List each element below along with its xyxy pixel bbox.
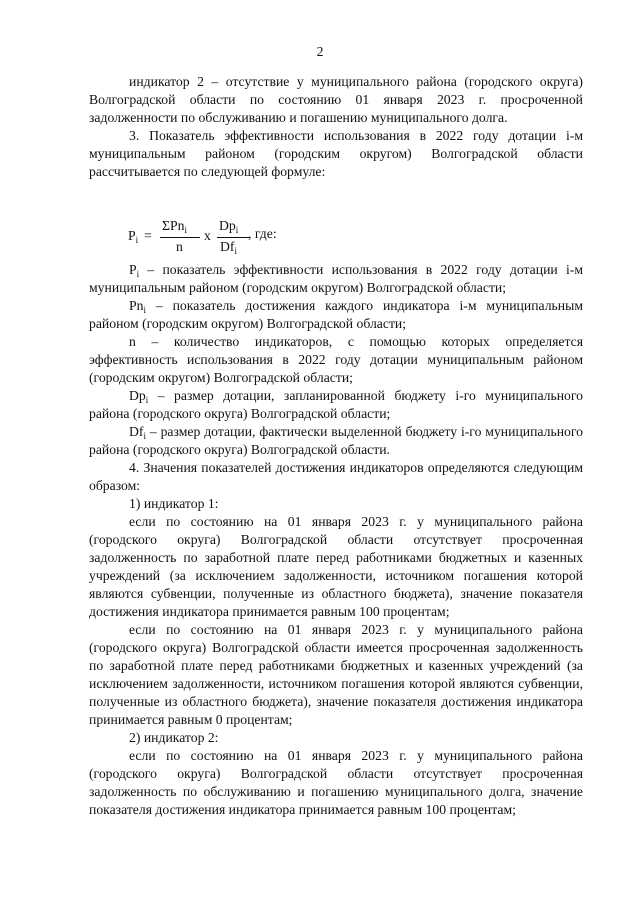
paragraph-4: 4. Значения показателей достижения индикаторов определяются следующим образом: [89,460,583,493]
intro-text [89,73,583,181]
definition-item: $Pn_i$ – показатель достижения каждого индикатора i-м муниципальным районом (городским округом) Волгоградской области; [89,298,583,331]
formula-equals: = [144,228,152,243]
formula-denominator-1: n [176,239,183,254]
formula-times: x [204,228,211,243]
indicator-1-title: 1) индикатор 1: [129,496,219,511]
indicator-2-title: 2) индикатор 2: [129,730,219,745]
formula-denominator-2: $Df_i$ [220,239,237,256]
fraction-bar-1 [160,237,200,238]
formula-lhs: $P_i$ [128,228,139,245]
paragraph-3: 3. Показатель эффективности использования в 2022 году дотации i-м муниципальным районом (городским округом) Волгоградской области рассчитывается по следующей формуле: [89,128,583,179]
formula-suffix: , где: [248,226,277,241]
definition-item: $Df_i$ – размер дотации, фактически выделенной бюджету i-го муниципального района (городского округа) Волгоградской области. [89,424,583,457]
fraction-bar-2 [217,237,249,238]
formula-numerator-1: ΣPn$_i$ [162,218,187,235]
definitions-block [89,261,583,819]
indicator-2-case-absent: если по состоянию на 01 января 2023 г. у муниципального района (городского округа) Волгоградской области отсутствует просроченная задолженность по обслуживанию и погашению муниципального долга, значение показателя достижения индикатора принимается равным 100 процентам; [89,748,583,817]
indicator2-continuation: индикатор 2 – отсутствие у муниципального района (городского округа) Волгоградской области по состоянию 01 января 2023 г. просроченной задолженности по обслуживанию и погашению муниципального долга. [89,74,583,125]
indicator-1-case-absent: если по состоянию на 01 января 2023 г. у муниципального района (городского округа) Волгоградской области отсутствует просроченная задолженность по заработной плате перед работниками бюджетных и казенных учреждений (за исключением задолженности, источником погашения которой являются субвенции, полученные из областного бюджета), значение показателя достижения индикатора принимается равным 100 процентам; [89,514,583,619]
definition-item: $Dp_i$ – размер дотации, запланированной бюджету i-го муниципального района (городского округа) Волгоградской области; [89,388,583,421]
formula-numerator-2: $Dp_i$ [219,218,239,235]
indicator-1-case-present: если по состоянию на 01 января 2023 г. у муниципального района (городского округа) Волгоградской области имеется просроченная задолженность по заработной плате перед работниками бюджетных и казенных учреждений (за исключением задолженности, источником погашения которой являются субвенции, полученные из областного бюджета), значение показателя достижения индикатора принимается равным 0 процентам; [89,622,583,727]
definition-item: n – количество индикаторов, с помощью которых определяется эффективность использования в 2022 году дотации муниципальным районом (городским округом) Волгоградской области; [89,334,583,385]
page-number: 2 [316,44,324,59]
definition-item: $P_i$ – показатель эффективности использования в 2022 году дотации i-м муниципальным районом (городским округом) Волгоградской области; [89,262,583,295]
